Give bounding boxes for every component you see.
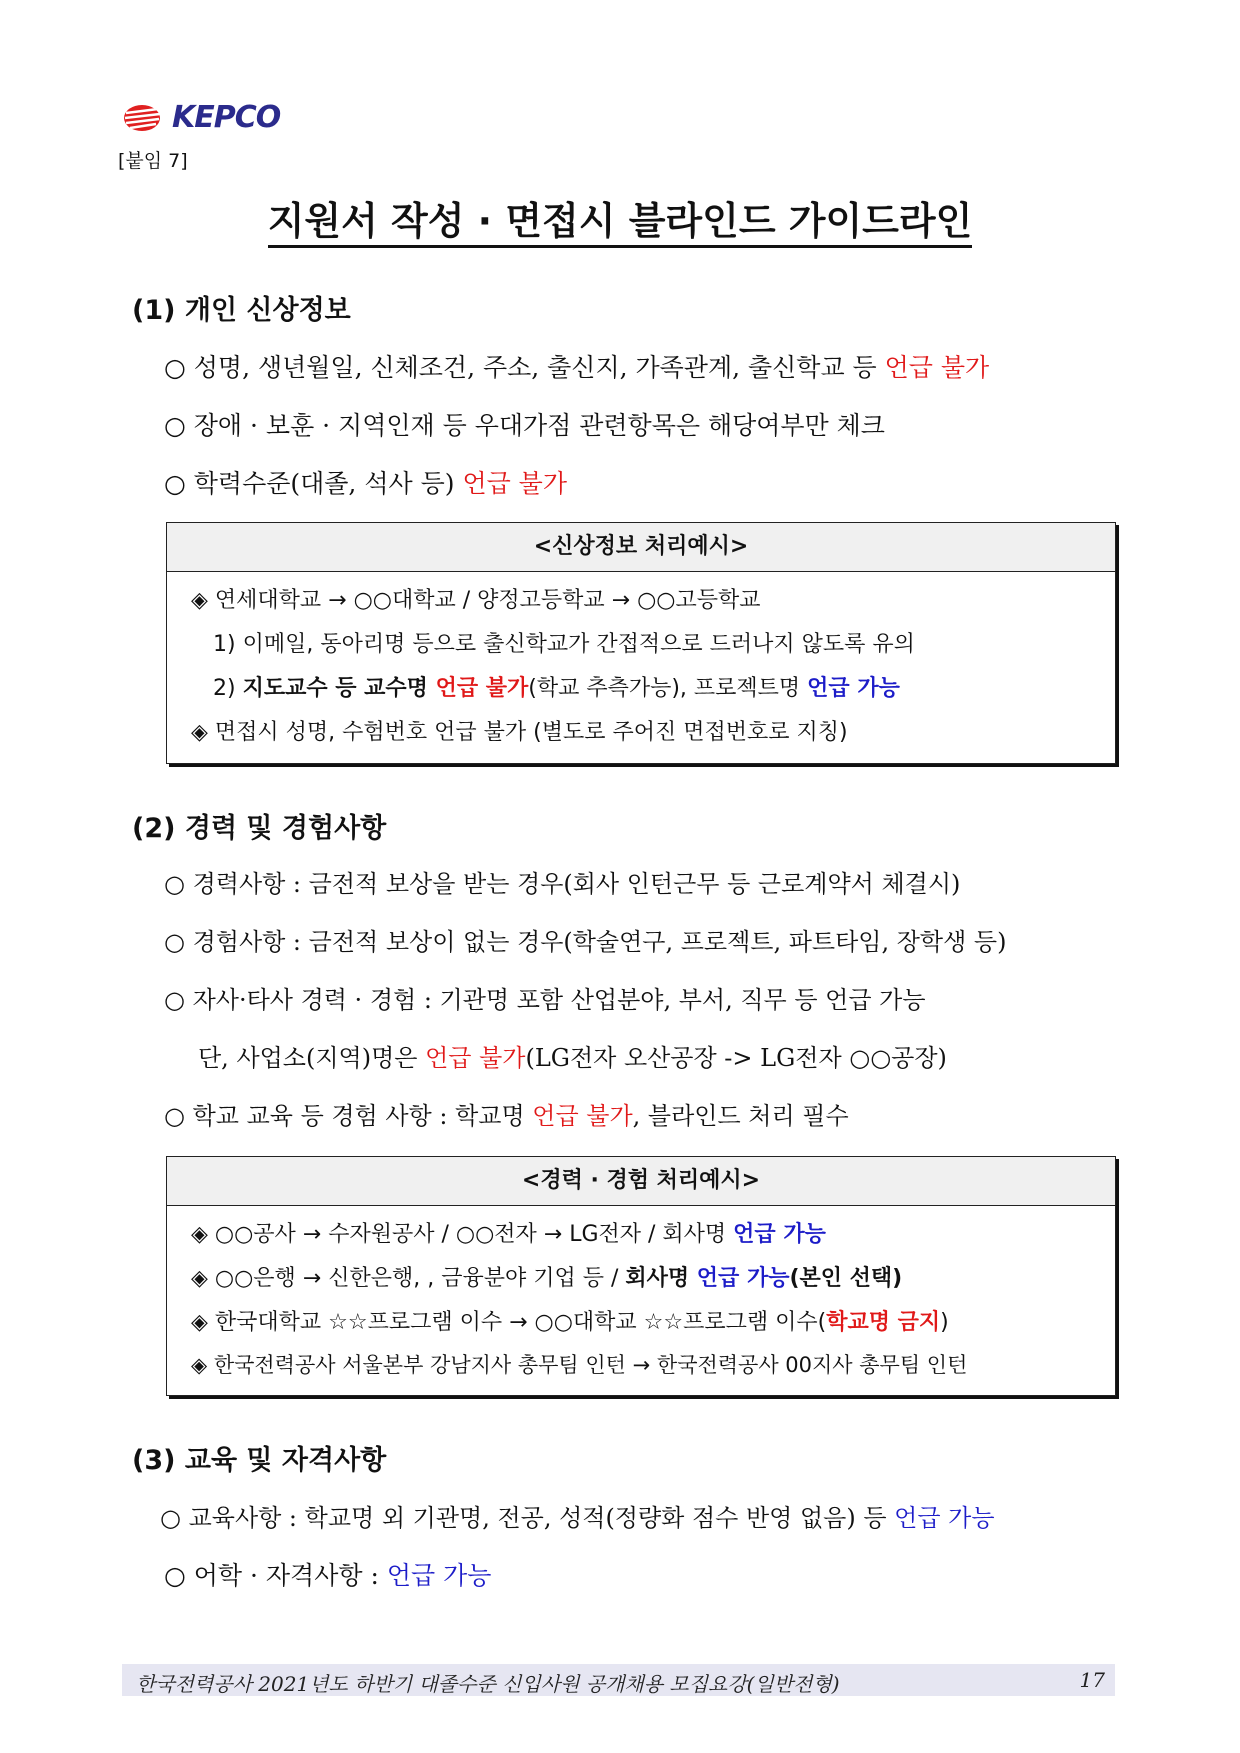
box-title: <신상정보 처리예시> [167, 523, 1115, 572]
personal-info-example-box [166, 522, 1116, 764]
section-1-heading: (1) 개인 신상정보 [132, 295, 351, 326]
page-number: 17 [1079, 1668, 1105, 1692]
logo-wordmark: KEPCO [172, 100, 281, 135]
box-line: 1) 이메일, 동아리명 등으로 출신학교가 간접적으로 드러나지 않도록 유의 [213, 632, 915, 657]
box-line: 2) 지도교수 등 교수명 언급 불가(학교 추측가능), 프로젝트명 언급 가능 [213, 676, 900, 701]
page-footer [122, 1664, 1115, 1696]
attachment-label: [붙임 7] [118, 150, 188, 172]
section-2-item-5: ○ 학교 교육 등 경험 사항 : 학교명 언급 불가, 블라인드 처리 필수 [164, 1102, 849, 1130]
box-line: ◈ 한국전력공사 서울본부 강남지사 총무팀 인턴 → 한국전력공사 00지사 총무팀 인턴 [191, 1353, 968, 1377]
box-title: <경력 · 경험 처리예시> [167, 1157, 1115, 1206]
kepco-logo [122, 100, 280, 135]
box-line: ◈ ○○공사 → 수자원공사 / ○○전자 → LG전자 / 회사명 언급 가능 [191, 1222, 826, 1247]
box-line: ◈ 면접시 성명, 수험번호 언급 불가 (별도로 주어진 면접번호로 지칭) [191, 720, 848, 745]
section-3-item-2: ○ 어학 · 자격사항 : 언급 가능 [164, 1561, 492, 1590]
section-2-item-3: ○ 자사·타사 경력 · 경험 : 기관명 포함 산업분야, 부서, 직무 등 언급 가능 [164, 986, 926, 1014]
section-3-heading: (3) 교육 및 자격사항 [132, 1445, 387, 1476]
box-line: ◈ 연세대학교 → ○○대학교 / 양정고등학교 → ○○고등학교 [191, 588, 761, 613]
section-1-item-3: ○ 학력수준(대졸, 석사 등) 언급 불가 [164, 469, 567, 498]
section-1-item-1: ○ 성명, 생년월일, 신체조건, 주소, 출신지, 가족관계, 출신학교 등 언급 불가 [164, 353, 990, 382]
kepco-logo-icon [122, 103, 168, 133]
box-line: ◈ ○○은행 → 신한은행, , 금융분야 기업 등 / 회사명 언급 가능(본인 선택) [191, 1266, 903, 1291]
career-example-box [166, 1156, 1116, 1396]
section-2-item-4: 단, 사업소(지역)명은 언급 불가(LG전자 오산공장 -> LG전자 ○○공장) [198, 1044, 947, 1072]
page-title: 지원서 작성 · 면접시 블라인드 가이드라인 [0, 190, 1240, 245]
section-3-item-1: ○ 교육사항 : 학교명 외 기관명, 전공, 성적(정량화 점수 반영 없음) 등 언급 가능 [160, 1504, 995, 1532]
section-2-item-1: ○ 경력사항 : 금전적 보상을 받는 경우(회사 인턴근무 등 근로계약서 체결시) [164, 870, 961, 898]
section-2-item-2: ○ 경험사항 : 금전적 보상이 없는 경우(학술연구, 프로젝트, 파트타임, 장학생 등) [164, 928, 1007, 956]
section-1-item-2: ○ 장애 · 보훈 · 지역인재 등 우대가점 관련항목은 해당여부만 체크 [164, 411, 885, 440]
section-2-heading: (2) 경력 및 경험사항 [132, 813, 387, 844]
box-line: ◈ 한국대학교 ☆☆프로그램 이수 → ○○대학교 ☆☆프로그램 이수(학교명 금지) [191, 1310, 949, 1335]
footer-text: 한국전력공사 2021년도 하반기 대졸수준 신입사원 공개채용 모집요강(일반전형) [136, 1672, 840, 1696]
